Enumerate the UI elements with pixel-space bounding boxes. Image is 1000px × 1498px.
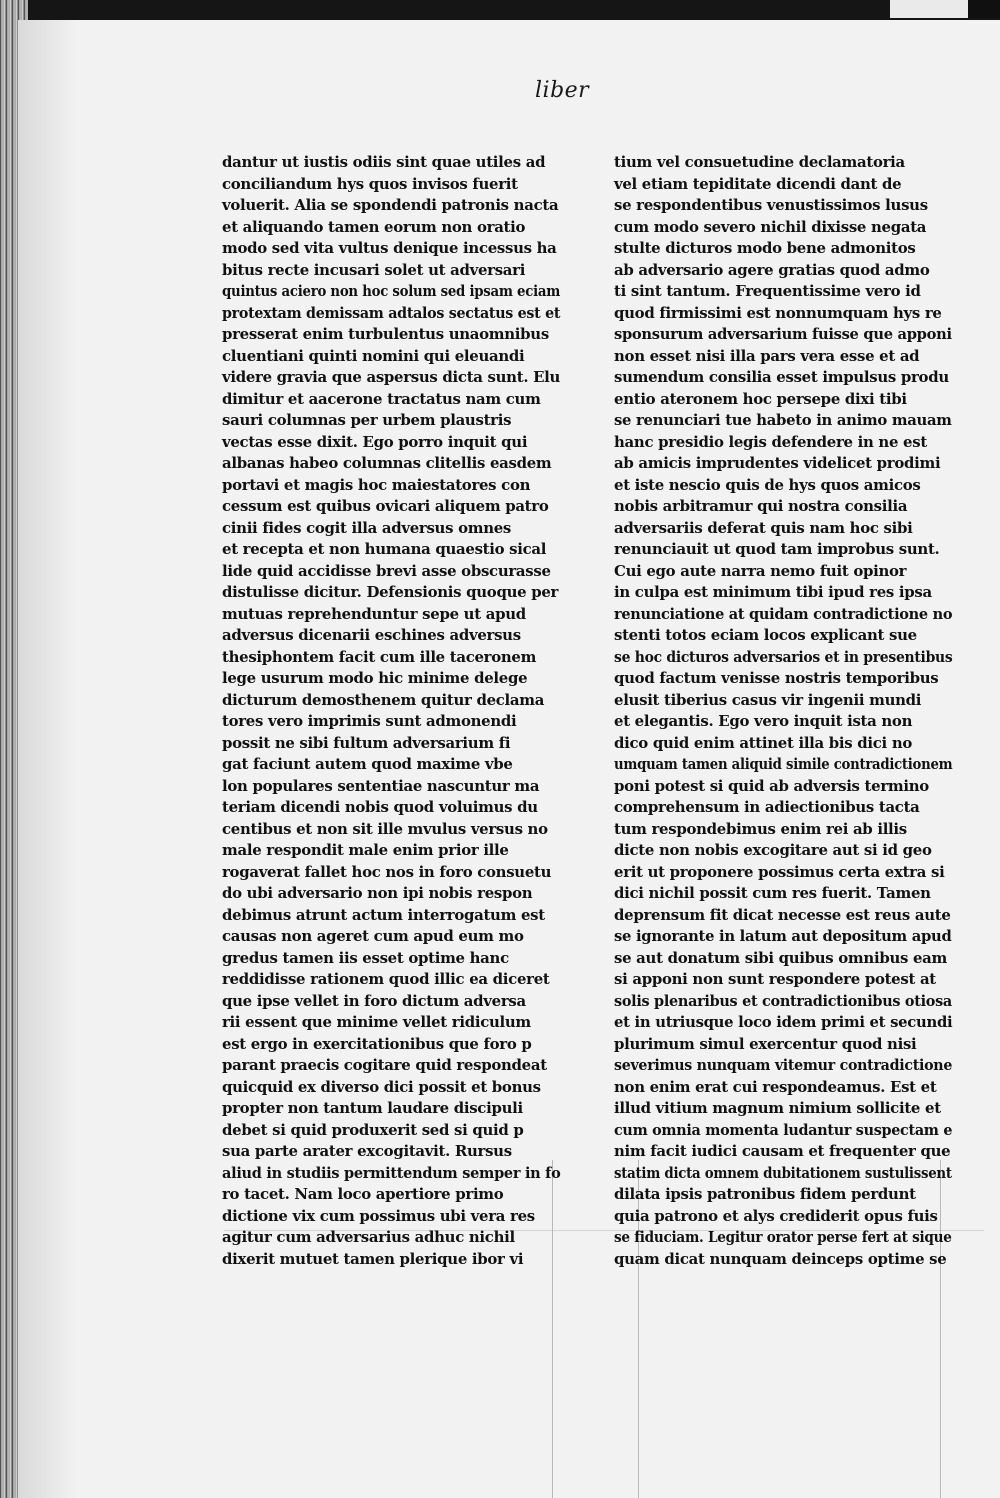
manuscript-line: reddidisse rationem quod illic ea diceret [222,970,550,988]
manuscript-line: causas non ageret cum apud eum mo [222,927,524,945]
manuscript-line: lege usurum modo hic minime delege [222,669,528,687]
manuscript-line: portavi et magis hoc maiestatores con [222,475,531,494]
manuscript-line: se ignorante in latum aut depositum apud [614,927,952,945]
manuscript-line: parant praecis cogitare quid respondeat [222,1056,547,1074]
manuscript-line: dixerit mutuet tamen plerique ibor vi [222,1249,524,1268]
manuscript-line: nim facit iudici causam et frequenter que [614,1142,951,1160]
manuscript-line: quicquid ex diverso dici possit et bonus [222,1077,541,1096]
text-column-left [222,152,562,1270]
manuscript-line: quam dicat nunquam deinceps optime se [614,1249,947,1268]
manuscript-line: bitus recte incusari solet ut adversari [222,260,526,279]
manuscript-line: vectas esse dixit. Ego porro inquit qui [222,432,528,451]
manuscript-line: mutuas reprehenduntur sepe ut apud [222,604,526,623]
manuscript-line: teriam dicendi nobis quod voluimus du [222,798,538,816]
manuscript-line: gredus tamen iis esset optime hanc [222,948,509,967]
manuscript-line: ro tacet. Nam loco apertiore primo [222,1185,504,1203]
manuscript-line: que ipse vellet in foro dictum adversa [222,991,526,1010]
manuscript-line: umquam tamen aliquid simile contradictionem [614,755,953,773]
manuscript-line: voluerit. Alia se spondendi patronis nacta [222,196,559,214]
manuscript-line: quia patrono et alys crediderit opus fuis [614,1206,938,1225]
manuscript-line: lide quid accidisse brevi asse obscurasse [222,561,551,580]
manuscript-line: hanc presidio legis defendere in ne est [614,432,927,451]
manuscript-line: non enim erat cui respondeamus. Est et [614,1077,937,1096]
manuscript-line: cum modo severo nichil dixisse negata [614,217,927,236]
manuscript-line: est ergo in exercitationibus que foro p [222,1034,532,1053]
manuscript-line: comprehensum in adiectionibus tacta [614,798,920,816]
manuscript-line: si apponi non sunt respondere potest at [614,970,936,988]
manuscript-line: sauri columnas per urbem plaustris [222,411,512,429]
manuscript-line: albanas habeo columnas clitellis easdem [222,454,552,472]
manuscript-line: videre gravia que aspersus dicta sunt. Elu [222,368,561,386]
manuscript-line: se hoc dicturos adversarios et in presentibus [614,647,953,666]
manuscript-line: ab adversario agere gratias quod admo [614,260,930,279]
corner-shadow [968,0,1000,18]
manuscript-line: quod factum venisse nostris temporibus [614,669,939,687]
manuscript-line: centibus et non sit ille mvulus versus no [222,819,548,838]
manuscript-line: conciliandum hys quos invisos fuerit [222,174,518,193]
manuscript-line: dilata ipsis patronibus fidem perdunt [614,1185,916,1203]
manuscript-line: stenti totos eciam locos explicant sue [614,626,917,644]
manuscript-line: se respondentibus venustissimos lusus [614,196,928,214]
manuscript-line: modo sed vita vultus denique incessus ha [222,239,557,257]
manuscript-line: tium vel consuetudine declamatoria [614,153,905,171]
manuscript-line: rii essent que minime vellet ridiculum [222,1013,531,1031]
manuscript-line: se aut donatum sibi quibus omnibus eam [614,948,948,967]
manuscript-line: gat faciunt autem quod maxime vbe [222,755,513,773]
manuscript-line: stulte dicturos modo bene admonitos [614,239,916,257]
manuscript-line: severimus nunquam vitemur contradictione [614,1056,953,1074]
manuscript-line: dimitur et aacerone tractatus nam cum [222,389,541,408]
manuscript-line: dico quid enim attinet illa bis dici no [614,733,913,752]
manuscript-line: elusit tiberius casus vir ingenii mundi [614,690,922,709]
manuscript-line: dici nichil possit cum res fuerit. Tamen [614,884,931,902]
manuscript-line: ti sint tantum. Frequentissime vero id [614,282,921,300]
manuscript-line: se fiduciam. Legitur orator perse fert at sique [614,1228,952,1246]
manuscript-line: renunciauit ut quod tam improbus sunt. [614,540,940,558]
manuscript-line: cessum est quibus ovicari aliquem patro [222,497,549,515]
manuscript-line: se renunciari tue habeto in animo mauam [614,411,952,429]
manuscript-line: quod firmissimi est nonnumquam hys re [614,303,942,322]
manuscript-line: do ubi adversario non ipi nobis respon [222,884,533,902]
manuscript-line: et in utriusque loco idem primi et secundi [614,1013,953,1031]
manuscript-line: tores vero imprimis sunt admonendi [222,712,517,730]
manuscript-line: nobis arbitramur qui nostra consilia [614,497,908,515]
manuscript-line: et recepta et non humana quaestio sical [222,540,547,558]
manuscript-line: tum respondebimus enim rei ab illis [614,819,907,838]
manuscript-line: plurimum simul exercentur quod nisi [614,1034,917,1053]
manuscript-line: sumendum consilia esset impulsus produ [614,368,949,386]
manuscript-line: sua parte arater excogitavit. Rursus [222,1142,512,1160]
manuscript-line: sponsurum adversarium fuisse que apponi [614,325,952,343]
manuscript-line: entio ateronem hoc persepe dixi tibi [614,389,907,408]
manuscript-line: non esset nisi illa pars vera esse et ad [614,346,920,365]
manuscript-line: presserat enim turbulentus unaomnibus [222,325,549,343]
manuscript-line: vel etiam tepiditate dicendi dant de [614,174,902,193]
manuscript-line: poni potest si quid ab adversis termino [614,776,929,795]
manuscript-line: dicturum demosthenem quitur declama [222,690,545,709]
manuscript-line: adversus dicenarii eschines adversus [222,626,521,644]
manuscript-line: debimus atrunt actum interrogatum est [222,905,545,924]
text-column-right [614,152,954,1270]
manuscript-line: dicte non nobis excogitare aut si id geo [614,841,932,859]
manuscript-line: dantur ut iustis odiis sint quae utiles ad [222,153,546,171]
manuscript-line: et aliquando tamen eorum non oratio [222,217,526,236]
running-head: liber [535,78,590,103]
manuscript-line: adversariis deferat quis nam hoc sibi [614,518,913,537]
manuscript-line: renunciatione at quidam contradictione no [614,604,953,623]
manuscript-line: et iste nescio quis de hys quos amicos [614,475,921,494]
manuscript-line: deprensum fit dicat necesse est reus aute [614,905,951,924]
manuscript-line: statim dicta omnem dubitationem sustulissent [614,1163,952,1182]
manuscript-line: aliud in studiis permittendum semper in fo [222,1163,561,1182]
manuscript-line: debet si quid produxerit sed si quid p [222,1120,524,1139]
manuscript-line: illud vitium magnum nimium sollicite et [614,1099,941,1117]
manuscript-line: cum omnia momenta ludantur suspectam e [614,1120,953,1139]
manuscript-line: distulisse dicitur. Defensionis quoque per [222,583,559,601]
manuscript-line: lon populares sententiae nascuntur ma [222,776,540,795]
manuscript-line: male respondit male enim prior ille [222,841,509,859]
manuscript-line: protextam demissam adtalos sectatus est et [222,303,561,322]
manuscript-line: rogaverat fallet hoc nos in foro consuetu [222,862,552,881]
manuscript-line: ab amicis imprudentes videlicet prodimi [614,454,941,472]
manuscript-line: thesiphontem facit cum ille taceronem [222,647,537,666]
manuscript-line: quintus aciero non hoc solum sed ipsam eciam [222,282,561,300]
manuscript-line: in culpa est minimum tibi ipud res ipsa [614,583,932,601]
manuscript-line: cluentiani quinti nomini qui eleuandi [222,346,525,365]
manuscript-line: solis plenaribus et contradictionibus otiosa [614,991,952,1010]
manuscript-line: dictione vix cum possimus ubi vera res [222,1206,535,1225]
manuscript-line: propter non tantum laudare discipuli [222,1099,523,1117]
manuscript-line: agitur cum adversarius adhuc nichil [222,1228,515,1246]
manuscript-line: et elegantis. Ego vero inquit ista non [614,712,913,730]
manuscript-line: Cui ego aute narra nemo fuit opinor [614,561,907,580]
manuscript-line: erit ut proponere possimus certa extra si [614,862,945,881]
manuscript-line: cinii fides cogit illa adversus omnes [222,518,512,537]
manuscript-line: possit ne sibi fultum adversarium fi [222,733,511,752]
